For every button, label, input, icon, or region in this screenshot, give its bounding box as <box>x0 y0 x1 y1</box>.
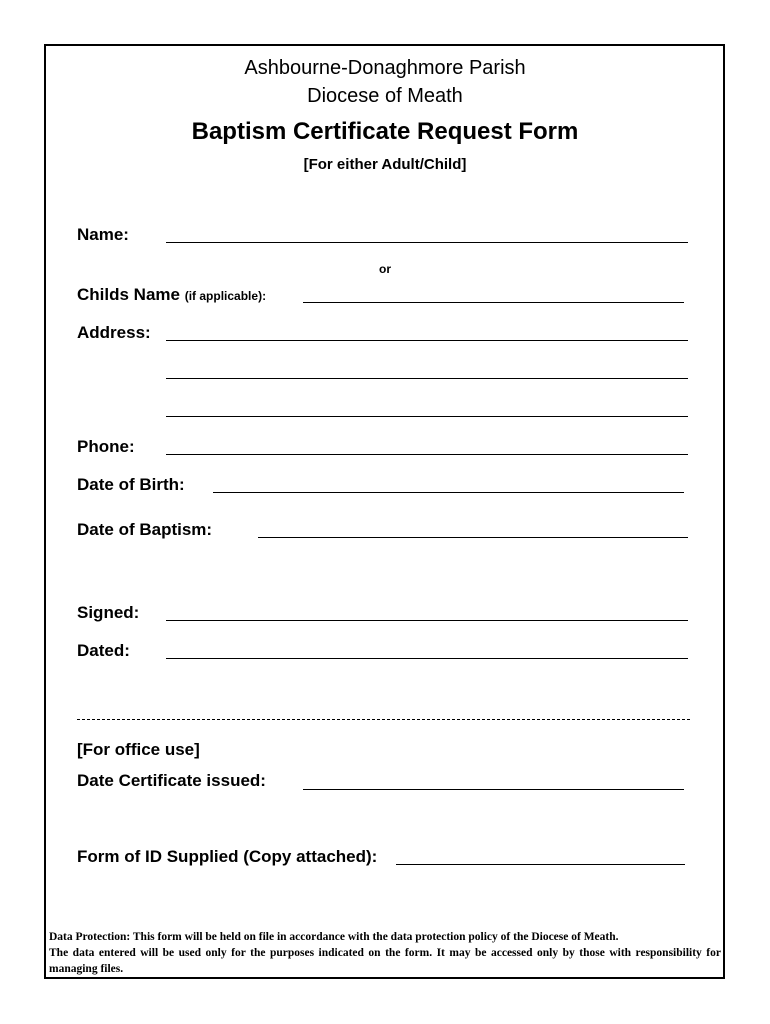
childs-name-note: (if applicable): <box>184 289 267 303</box>
id-supplied-label: Form of ID Supplied (Copy attached): <box>77 847 378 866</box>
childs-name-text: Childs Name <box>77 285 180 304</box>
address-field-line-3[interactable] <box>166 416 688 417</box>
date-of-baptism-field[interactable] <box>258 537 688 538</box>
date-issued-field[interactable] <box>303 789 684 790</box>
dated-label: Dated: <box>77 641 130 660</box>
office-use-heading: [For office use] <box>77 740 200 759</box>
signed-label: Signed: <box>77 603 140 622</box>
phone-field[interactable] <box>166 454 688 455</box>
data-protection-notice <box>49 929 721 977</box>
date-of-birth-field[interactable] <box>213 492 684 493</box>
date-of-baptism-label: Date of Baptism: <box>77 520 213 539</box>
form-border <box>44 44 725 979</box>
childs-name-label <box>77 285 266 305</box>
address-field-line-1[interactable] <box>166 340 688 341</box>
id-supplied-field[interactable] <box>396 864 685 865</box>
signed-field[interactable] <box>166 620 688 621</box>
date-issued-label: Date Certificate issued: <box>77 771 266 790</box>
address-field-line-2[interactable] <box>166 378 688 379</box>
data-protection-line-1: Data Protection: This form will be held on file in accordance with the data protection policy of the Diocese of Meath. <box>49 931 619 943</box>
dated-field[interactable] <box>166 658 688 659</box>
address-label: Address: <box>77 323 151 342</box>
or-text: or <box>379 262 391 276</box>
name-field[interactable] <box>166 242 688 243</box>
phone-label: Phone: <box>77 437 135 456</box>
childs-name-field[interactable] <box>303 302 684 303</box>
diocese-name: Diocese of Meath <box>307 85 463 107</box>
date-of-birth-label: Date of Birth: <box>77 475 185 494</box>
form-subtitle: [For either Adult/Child] <box>303 156 467 173</box>
name-label: Name: <box>77 225 129 244</box>
data-protection-line-2: The data entered will be used only for the purposes indicated on the form. It may be accessed only by those with responsibility for managing files. <box>49 947 721 975</box>
office-divider <box>77 719 690 720</box>
parish-name: Ashbourne-Donaghmore Parish <box>244 57 526 79</box>
form-title: Baptism Certificate Request Form <box>191 118 579 145</box>
